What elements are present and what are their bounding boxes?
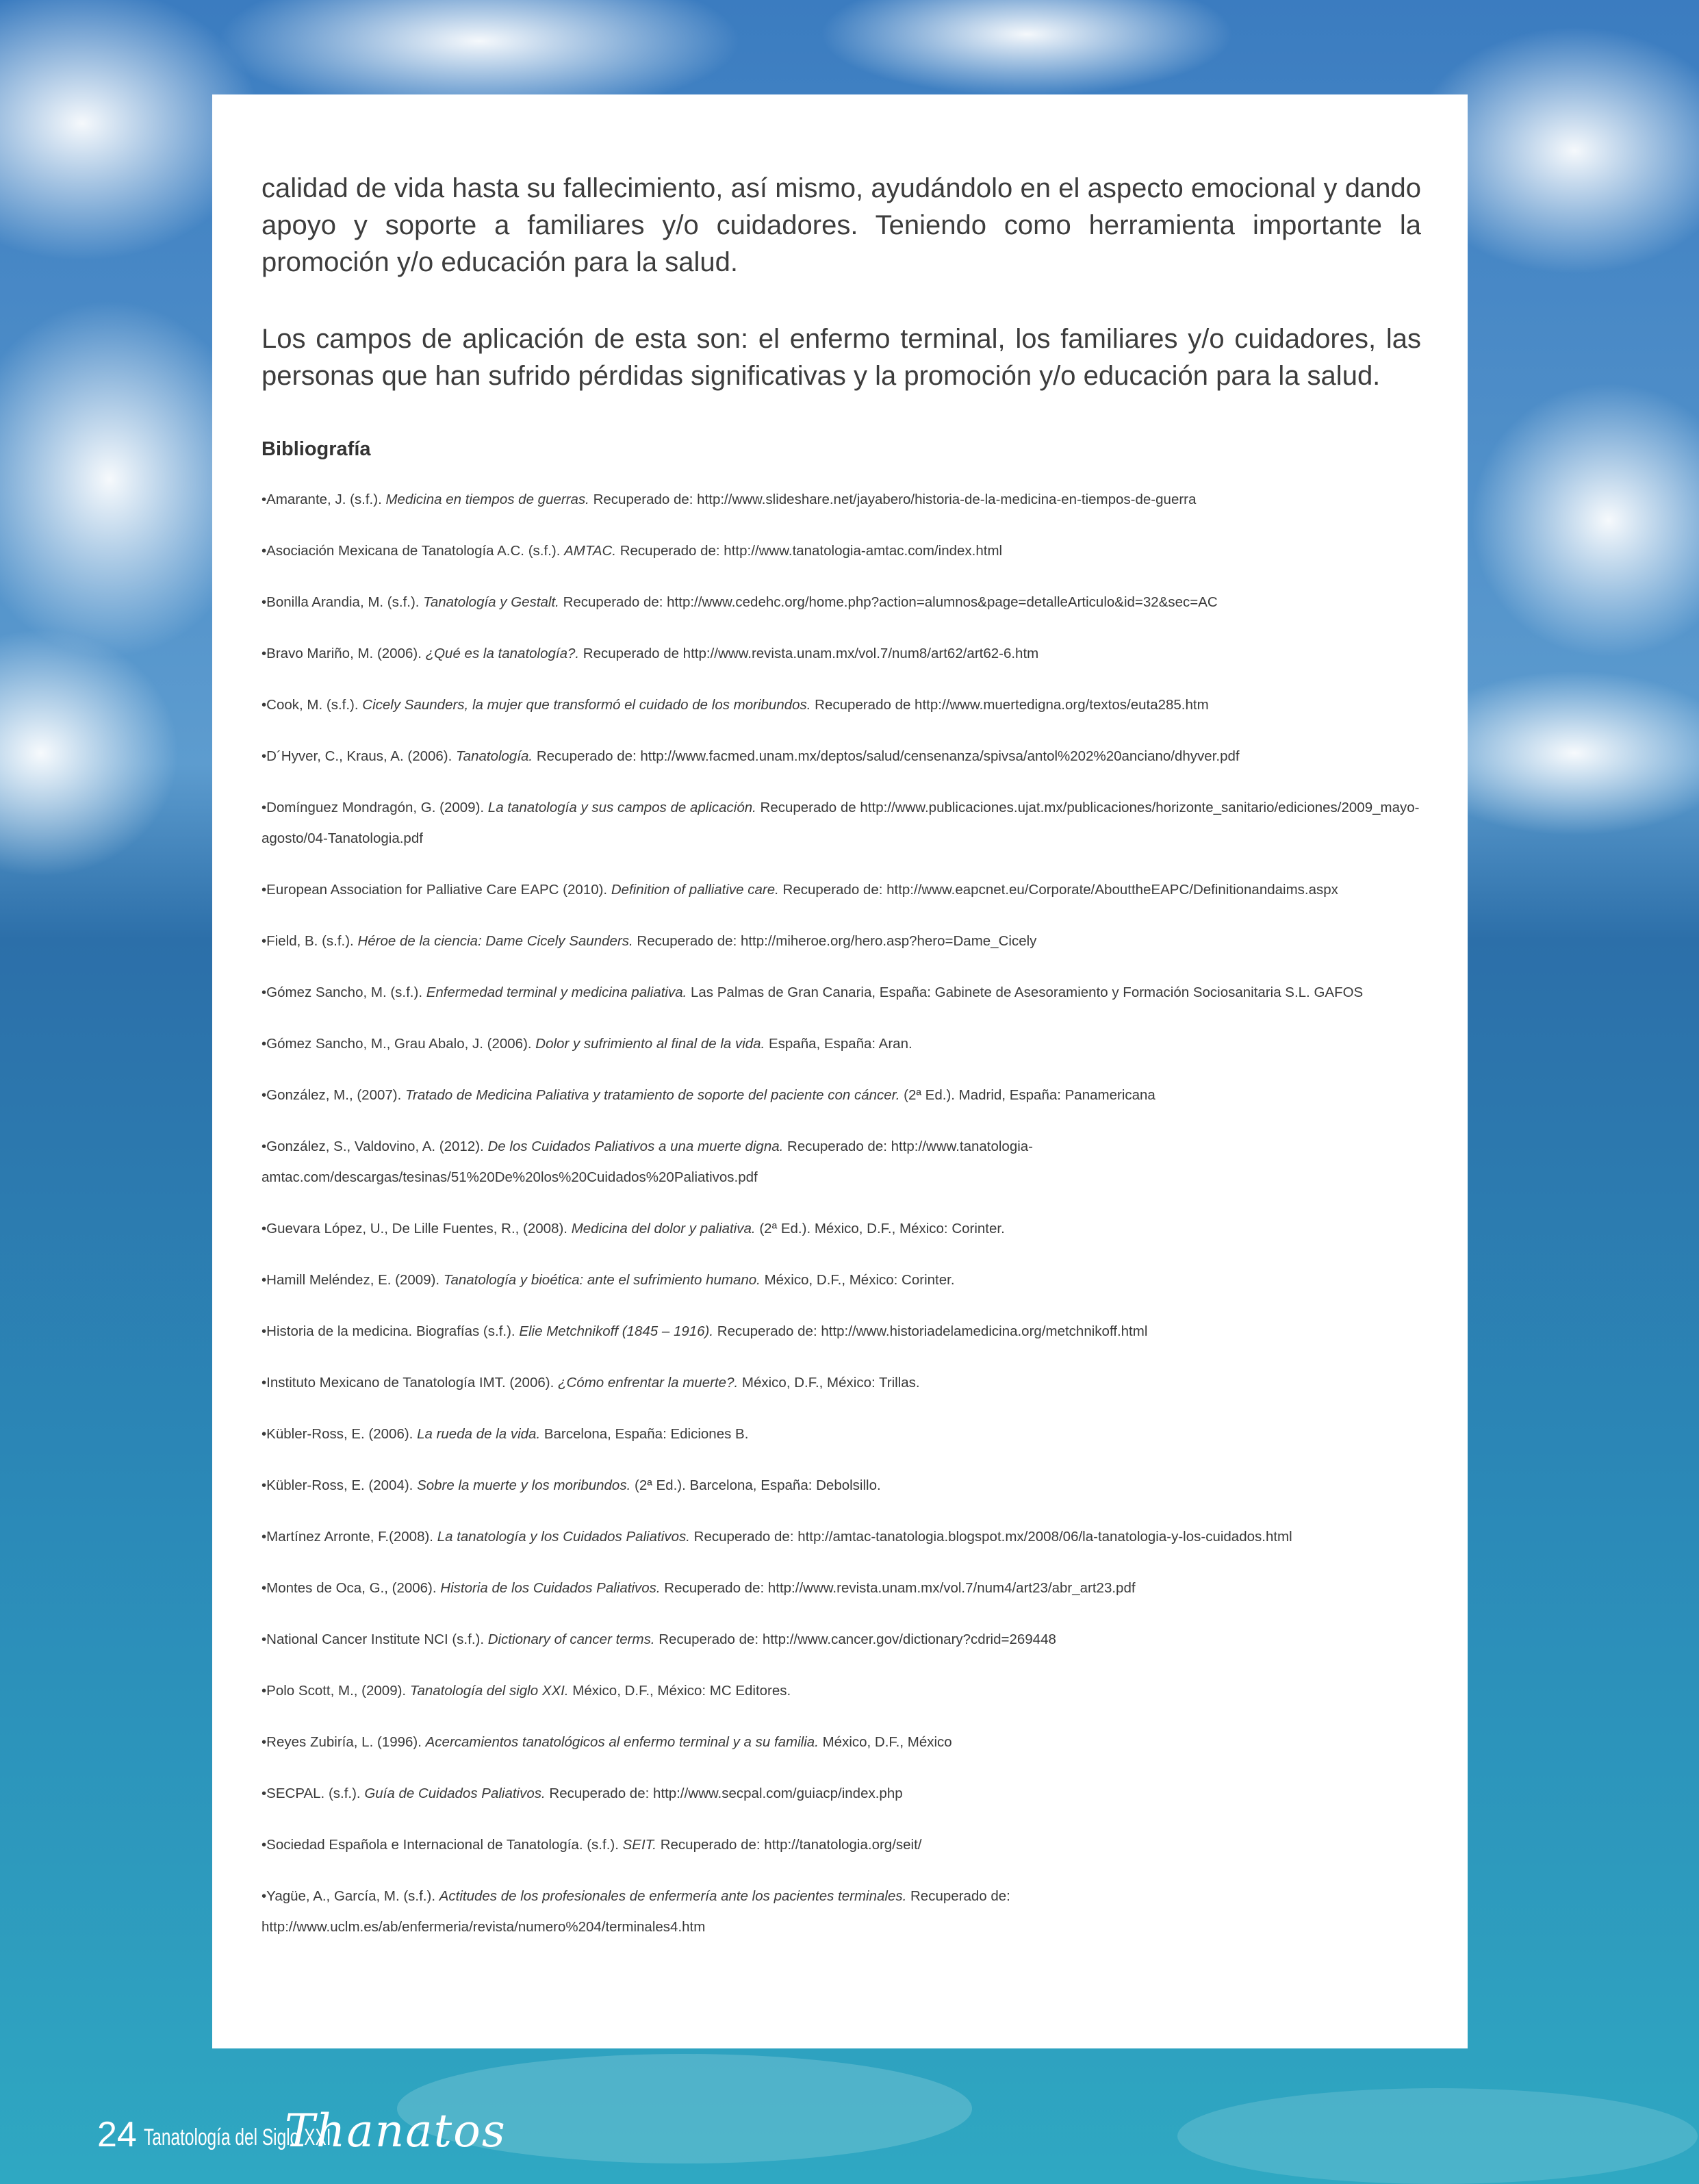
reference-title: Actitudes de los profesionales de enfermería ante los pacientes terminales. [439, 1888, 907, 1904]
reference-source: (2ª Ed.). México, D.F., México: Corinter. [755, 1221, 1005, 1236]
reference-author: •Guevara López, U., De Lille Fuentes, R., (2008). [261, 1221, 572, 1236]
reference-item [261, 689, 1421, 720]
reference-item [261, 741, 1421, 772]
reference-source: Recuperado de: http://www.tanatologia-amtac.com/index.html [616, 543, 1003, 559]
page-footer [97, 2100, 507, 2155]
reference-item [261, 792, 1421, 854]
reference-title: Dolor y sufrimiento al final de la vida. [535, 1036, 765, 1052]
reference-author: •González, S., Valdovino, A. (2012). [261, 1139, 488, 1154]
reference-author: •Instituto Mexicano de Tanatología IMT. (2006). [261, 1375, 558, 1391]
reference-title: La tanatología y sus campos de aplicación. [487, 800, 756, 815]
reference-item [261, 1624, 1421, 1655]
reference-item [261, 1213, 1421, 1244]
reference-item [261, 535, 1421, 566]
reference-author: •Cook, M. (s.f.). [261, 697, 363, 713]
reference-item [261, 1727, 1421, 1757]
magazine-name: Tanatología del Siglo XXI [143, 2124, 331, 2150]
reference-source: Recuperado de: http://amtac-tanatologia.blogspot.mx/2008/06/la-tanatologia-y-los-cuidados.html [689, 1529, 1292, 1545]
reference-title: Guía de Cuidados Paliativos. [364, 1786, 546, 1801]
reference-author: •Amarante, J. (s.f.). [261, 492, 386, 507]
reference-item [261, 977, 1421, 1008]
reference-author: •National Cancer Institute NCI (s.f.). [261, 1631, 488, 1647]
reference-list [261, 484, 1421, 1942]
reference-item [261, 638, 1421, 669]
reference-author: •Bravo Mariño, M. (2006). [261, 646, 426, 661]
reference-author: •González, M., (2007). [261, 1087, 405, 1103]
reference-author: •Martínez Arronte, F.(2008). [261, 1529, 437, 1545]
reference-title: Dictionary of cancer terms. [487, 1631, 655, 1647]
reference-author: •SECPAL. (s.f.). [261, 1786, 365, 1801]
reference-author: •Field, B. (s.f.). [261, 933, 358, 949]
intro-text [261, 170, 1421, 394]
reference-source: Barcelona, España: Ediciones B. [540, 1426, 749, 1442]
reference-author: •Sociedad Española e Internacional de Tanatología. (s.f.). [261, 1837, 623, 1853]
reference-item [261, 1829, 1421, 1860]
reference-title: Tanatología. [456, 748, 533, 764]
reference-author: •Gómez Sancho, M. (s.f.). [261, 985, 426, 1000]
reference-author: •Montes de Oca, G., (2006). [261, 1580, 441, 1596]
reference-author: •Kübler-Ross, E. (2004). [261, 1477, 418, 1493]
reference-source: Recuperado de: http://www.revista.unam.mx/vol.7/num4/art23/abr_art23.pdf [660, 1580, 1136, 1596]
reference-source: México, D.F., México: Trillas. [738, 1375, 920, 1391]
reference-source: Recuperado de: http://miheroe.org/hero.asp?hero=Dame_Cicely [633, 933, 1037, 949]
reference-item [261, 1080, 1421, 1110]
reference-item [261, 874, 1421, 905]
reference-title: AMTAC. [564, 543, 617, 559]
intro-paragraph-1: calidad de vida hasta su fallecimiento, así mismo, ayudándolo en el aspecto emocional y dando apoyo y soporte a familiares y/o cuidadores. Teniendo como herramienta importante la promoción y/o educación para la salud. [261, 173, 1421, 277]
reference-source: Recuperado de: http://www.secpal.com/guiacp/index.php [545, 1786, 903, 1801]
reference-source: Recuperado de: http://www.cedehc.org/home.php?action=alumnos&page=detalleArticulo&id=32&sec=AC [559, 594, 1218, 610]
reference-title: Sobre la muerte y los moribundos. [417, 1477, 631, 1493]
reference-title: De los Cuidados Paliativos a una muerte digna. [487, 1139, 784, 1154]
reference-item [261, 1470, 1421, 1501]
intro-paragraph-2: Los campos de aplicación de esta son: el enfermo terminal, los familiares y/o cuidadores, las personas que han sufrido pérdidas significativas y la promoción y/o educación para la salud. [261, 324, 1421, 391]
reference-item [261, 587, 1421, 618]
reference-title: Tanatología del siglo XXI. [409, 1683, 569, 1699]
content-card [212, 94, 1468, 2048]
reference-source: Las Palmas de Gran Canaria, España: Gabinete de Asesoramiento y Formación Sociosanitaria S.L. GAFOS [687, 985, 1364, 1000]
reference-title: La rueda de la vida. [417, 1426, 541, 1442]
reference-title: Definition of palliative care. [611, 882, 779, 898]
page-number: 24 [97, 2115, 137, 2155]
reference-source: Recuperado de: http://www.cancer.gov/dictionary?cdrid=269448 [654, 1631, 1056, 1647]
reference-item [261, 1367, 1421, 1398]
reference-item [261, 1316, 1421, 1347]
reference-author: •Kübler-Ross, E. (2006). [261, 1426, 418, 1442]
reference-source: Recuperado de: http://www.slideshare.net/jayabero/historia-de-la-medicina-en-tiempos-de-guerra [589, 492, 1197, 507]
reference-author: •Yagüe, A., García, M. (s.f.). [261, 1888, 439, 1904]
reference-title: ¿Qué es la tanatología?. [425, 646, 580, 661]
reference-title: Medicina del dolor y paliativa. [571, 1221, 756, 1236]
reference-author: •Reyes Zubiría, L. (1996). [261, 1734, 426, 1750]
reference-source: (2ª Ed.). Madrid, España: Panamericana [899, 1087, 1155, 1103]
reference-source: Recuperado de http://www.publicaciones.ujat.mx/publicaciones/horizonte_sanitario/ediciones/2009_mayo-agosto/04-Tanatologia.pdf [261, 800, 1420, 846]
reference-source: Recuperado de http://www.muertedigna.org/textos/euta285.htm [810, 697, 1209, 713]
reference-author: •Asociación Mexicana de Tanatología A.C. (s.f.). [261, 543, 565, 559]
reference-author: •Gómez Sancho, M., Grau Abalo, J. (2006). [261, 1036, 536, 1052]
reference-title: Cicely Saunders, la mujer que transformó el cuidado de los moribundos. [362, 697, 811, 713]
reference-author: •Polo Scott, M., (2009). [261, 1683, 410, 1699]
reference-author: •Historia de la medicina. Biografías (s.f.). [261, 1323, 520, 1339]
reference-source: México, D.F., México: Corinter. [760, 1272, 955, 1288]
reference-source: México, D.F., México: MC Editores. [568, 1683, 791, 1699]
reference-item [261, 1131, 1421, 1193]
reference-source: Recuperado de: http://www.facmed.unam.mx/deptos/salud/censenanza/spivsa/antol%202%20anciano/dhyver.pdf [533, 748, 1240, 764]
reference-author: •Hamill Meléndez, E. (2009). [261, 1272, 444, 1288]
reference-source: México, D.F., México [818, 1734, 952, 1750]
reference-title: Tanatología y bioética: ante el sufrimiento humano. [443, 1272, 761, 1288]
reference-author: •European Association for Palliative Care EAPC (2010). [261, 882, 611, 898]
reference-source: España, España: Aran. [765, 1036, 912, 1052]
reference-author: •Bonilla Arandia, M. (s.f.). [261, 594, 424, 610]
reference-author: •Domínguez Mondragón, G. (2009). [261, 800, 488, 815]
reference-source: (2ª Ed.). Barcelona, España: Debolsillo. [630, 1477, 881, 1493]
reference-title: Elie Metchnikoff (1845 – 1916). [519, 1323, 714, 1339]
reference-source: Recuperado de http://www.revista.unam.mx/vol.7/num8/art62/art62-6.htm [579, 646, 1039, 661]
reference-title: Historia de los Cuidados Paliativos. [440, 1580, 661, 1596]
reference-title: Tanatología y Gestalt. [423, 594, 559, 610]
reference-title: Enfermedad terminal y medicina paliativa. [426, 985, 687, 1000]
reference-author: •D´Hyver, C., Kraus, A. (2006). [261, 748, 457, 764]
reference-item [261, 1419, 1421, 1449]
reference-item [261, 1265, 1421, 1295]
reference-item [261, 1028, 1421, 1059]
bibliography-heading: Bibliografía [261, 438, 371, 460]
reference-source: Recuperado de: http://www.historiadelamedicina.org/metchnikoff.html [713, 1323, 1148, 1339]
reference-title: Tratado de Medicina Paliativa y tratamiento de soporte del paciente con cáncer. [405, 1087, 900, 1103]
reference-title: ¿Cómo enfrentar la muerte?. [557, 1375, 739, 1391]
reference-source: Recuperado de: http://www.eapcnet.eu/Corporate/AbouttheEAPC/Definitionandaims.aspx [778, 882, 1338, 898]
reference-title: SEIT. [622, 1837, 657, 1853]
reference-title: Medicina en tiempos de guerras. [385, 492, 589, 507]
reference-title: La tanatología y los Cuidados Paliativos. [437, 1529, 690, 1545]
reference-item [261, 1881, 1421, 1942]
reference-source: Recuperado de: http://www.uclm.es/ab/enfermeria/revista/numero%204/terminales4.htm [261, 1888, 1010, 1935]
reference-item [261, 484, 1421, 515]
reference-source: Recuperado de: http://tanatologia.org/seit/ [656, 1837, 922, 1853]
reference-item [261, 926, 1421, 956]
brand-logo: Thanatos [284, 2105, 507, 2157]
reference-item [261, 1675, 1421, 1706]
reference-item [261, 1573, 1421, 1603]
reference-title: Héroe de la ciencia: Dame Cicely Saunders. [357, 933, 633, 949]
reference-item [261, 1778, 1421, 1809]
reference-item [261, 1521, 1421, 1552]
reference-title: Acercamientos tanatológicos al enfermo terminal y a su familia. [425, 1734, 819, 1750]
reference-source: Recuperado de: http://www.tanatologia-amtac.com/descargas/tesinas/51%20De%20los%20Cuidados%20Paliativos.pdf [261, 1139, 1034, 1185]
